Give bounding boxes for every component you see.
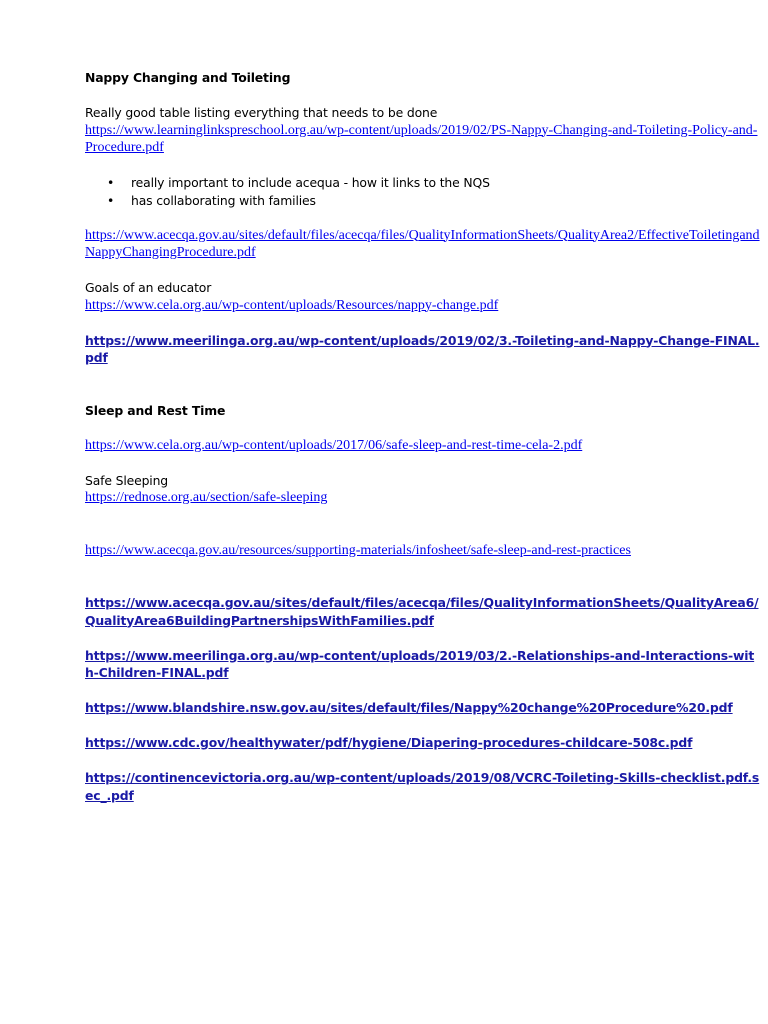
- spacer: [85, 752, 760, 770]
- rednose-link[interactable]: https://rednose.org.au/section/safe-sleeping: [85, 490, 328, 505]
- acecqa-partnerships-link[interactable]: https://www.acecqa.gov.au/sites/default/files/acecqa/files/QualityInformationSheets/QualityArea6/QualityArea6BuildingPartnershipsWithFamilies.pdf: [85, 595, 759, 628]
- spacer: [85, 262, 760, 280]
- spacer: [85, 682, 760, 700]
- cela-sleep-link[interactable]: https://www.cela.org.au/wp-content/uploads/2017/06/safe-sleep-and-rest-time-cela-2.pdf: [85, 437, 583, 453]
- spacer: [85, 454, 760, 472]
- spacer: [85, 367, 760, 402]
- spacer: [85, 559, 760, 594]
- spacer: [85, 717, 760, 735]
- acecqa-sleep-link[interactable]: https://www.acecqa.gov.au/resources/supporting-materials/infosheet/safe-sleep-and-rest-practices: [85, 542, 631, 558]
- goals-text: Goals of an educator: [85, 280, 212, 295]
- document-page: [85, 69, 760, 804]
- notes-list: [85, 174, 760, 209]
- list-item: • has collaborating with families: [85, 192, 760, 210]
- meerilinga-toileting-link[interactable]: https://www.meerilinga.org.au/wp-content/uploads/2019/02/3.-Toileting-and-Nappy-Change-FINAL.pdf: [85, 332, 760, 365]
- safe-sleeping-text: Safe Sleeping: [85, 472, 169, 488]
- cela-nappy-link[interactable]: https://www.cela.org.au/wp-content/uploads/Resources/nappy-change.pdf: [85, 297, 499, 313]
- list-item: • really important to include acequa - how it links to the NQS: [85, 174, 760, 192]
- spacer: [85, 314, 760, 332]
- spacer: [85, 419, 760, 437]
- blandshire-link[interactable]: https://www.blandshire.nsw.gov.au/sites/default/files/Nappy%20change%20Procedure%20.pdf: [85, 700, 733, 715]
- continence-link[interactable]: https://continencevictoria.org.au/wp-content/uploads/2019/08/VCRC-Toileting-Skills-checklist.pdf.sec_.pdf: [85, 770, 760, 803]
- spacer: [85, 507, 760, 542]
- cdc-link[interactable]: https://www.cdc.gov/healthywater/pdf/hygiene/Diapering-procedures-childcare-508c.pdf: [85, 735, 693, 750]
- spacer: [85, 629, 760, 647]
- acecqa-toileting-link[interactable]: https://www.acecqa.gov.au/sites/default/files/acecqa/files/QualityInformationSheets/QualityArea2/EffectiveToiletingandNappyChangingProcedure.pdf: [85, 227, 760, 260]
- meerilinga-relationships-link[interactable]: https://www.meerilinga.org.au/wp-content/uploads/2019/03/2.-Relationships-and-Interactions-with-Children-FINAL.pdf: [85, 647, 755, 680]
- spacer: [85, 157, 760, 175]
- spacer: [85, 209, 760, 227]
- sleep-heading: Sleep and Rest Time: [85, 402, 226, 418]
- spacer: [85, 87, 760, 105]
- nappy-heading: Nappy Changing and Toileting: [85, 70, 291, 85]
- intro-text: Really good table listing everything that needs to be done: [85, 105, 438, 120]
- learninglinks-link[interactable]: https://www.learninglinkspreschool.org.au/wp-content/uploads/2019/02/PS-Nappy-Changing-and-Toileting-Policy-and-Procedure.pdf: [85, 122, 758, 155]
